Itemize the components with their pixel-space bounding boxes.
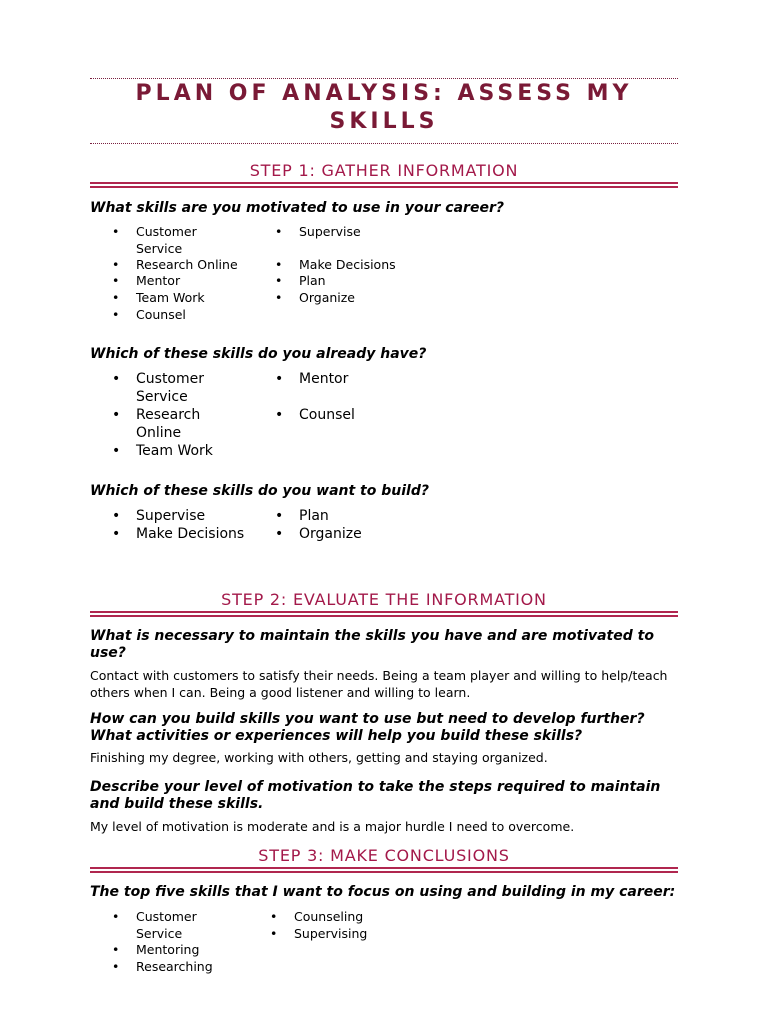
list-item: • Organize [299,290,409,307]
step3-heading: STEP 3: MAKE CONCLUSIONS [258,846,510,865]
step3-rule [90,867,678,873]
list-item: • Plan [299,507,409,525]
step2-answer-3: My level of motivation is moderate and is a major hurdle I need to overcome. [90,819,575,834]
list-item: • Mentoring [136,942,246,959]
page-title: PLAN OF ANALYSIS: ASSESS MY SKILLS [135,81,633,134]
step2-rule [90,611,678,617]
step1-question-2: Which of these skills do you already have? [90,346,427,362]
list-item: • Team Work [136,290,246,307]
step2-question-2: How can you build skills you want to use but need to develop further? What activities or experiences will help you build these skills? [90,711,645,744]
step2-question-1: What is necessary to maintain the skills you have and are motivated to use? [90,628,654,661]
list-item: • Make Decisions [299,257,409,274]
list-item: • Customer Service [136,909,246,942]
list-item: • Organize [299,525,409,543]
title-top-rule [90,78,678,79]
step1-question-1: What skills are you motivated to use in your career? [90,200,504,216]
list-item: • Plan [299,273,409,290]
list-item: • Counsel [136,307,246,324]
step2-heading: STEP 2: EVALUATE THE INFORMATION [221,590,547,609]
step1-heading: STEP 1: GATHER INFORMATION [249,161,519,180]
list-item: • Make Decisions [136,525,246,543]
list-item: • Team Work [136,442,246,460]
list-item: • Counseling [294,909,404,926]
list-item: • Research Online [136,257,246,274]
list-item: • Research Online [136,406,246,442]
list-item: • Counsel [299,406,409,424]
list-item: • Mentor [136,273,246,290]
step1-question-3: Which of these skills do you want to build? [90,483,429,499]
step2-answer-1: Contact with customers to satisfy their needs. Being a team player and willing to help/teach others when I can. Being a good listener and willing to learn. [90,668,668,700]
list-item: • Researching [136,959,246,976]
list-item: • Supervise [136,507,246,525]
step2-question-3: Describe your level of motivation to take the steps required to maintain and build these skills. [90,779,661,812]
step1-rule [90,182,678,188]
list-item: • Supervise [299,224,409,241]
title-bottom-rule [90,143,678,144]
list-item: • Mentor [299,370,409,388]
list-item: • Customer Service [136,224,246,257]
step3-question-1: The top five skills that I want to focus on using and building in my career: [90,884,676,900]
list-item: • Customer Service [136,370,246,406]
step2-answer-2: Finishing my degree, working with others, getting and staying organized. [90,750,548,765]
list-item: • Supervising [294,926,404,943]
